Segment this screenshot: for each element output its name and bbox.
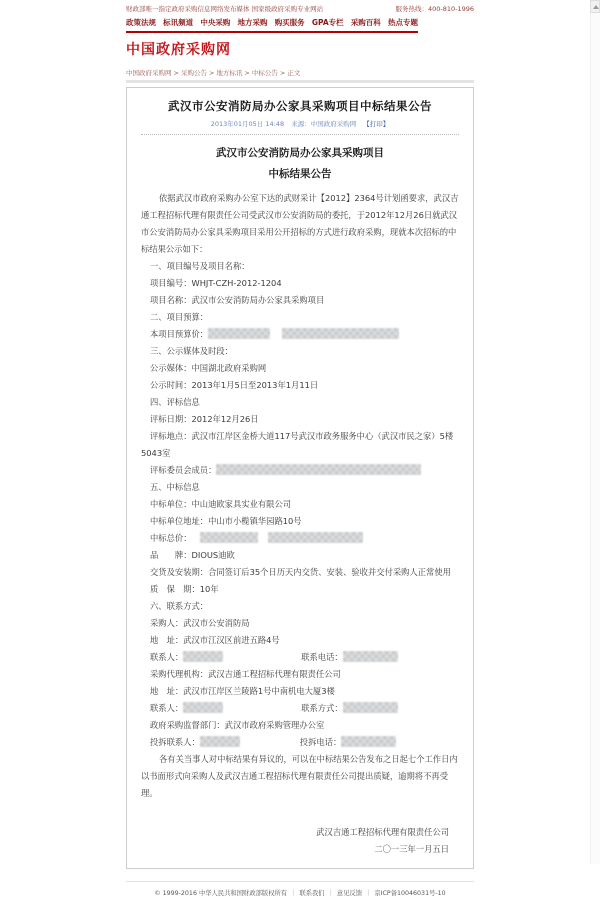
article-source: 来源：中国政府采购网 — [291, 120, 357, 128]
article-line — [141, 428, 459, 462]
article-line — [141, 530, 459, 547]
breadcrumb-item[interactable]: 地方标讯 — [216, 69, 243, 77]
article-line — [141, 496, 459, 513]
line-text: 投拆联系人： — [150, 737, 200, 747]
breadcrumb — [126, 68, 474, 77]
spacer — [240, 744, 300, 745]
article-line — [141, 292, 459, 309]
spacer — [270, 336, 282, 337]
line-text: 三、公示媒体及时段： — [150, 346, 233, 356]
page-footer — [126, 881, 474, 897]
line-text: 项目编号：WHJT-CZH-2012-1204 — [150, 278, 282, 288]
nav-item-hot[interactable]: 热点专题 — [387, 18, 418, 27]
publish-date: 2013年01月05日 14:48 — [210, 120, 285, 128]
breadcrumb-item[interactable]: 采购公告 — [180, 69, 207, 77]
line-text: 公示媒体：中国湖北政府采购网 — [150, 363, 267, 373]
article-line — [141, 394, 459, 411]
line-text: 地 址：武汉市江岸区兰陵路1号中南机电大厦3楼 — [150, 686, 335, 696]
article-line — [141, 564, 459, 581]
line-text: 评标日期：2012年12月26日 — [150, 414, 259, 424]
article-line — [141, 309, 459, 326]
line-text: 各有关当事人对中标结果有异议的，可以在中标结果公告发布之日起七个工作日内以书面形式向采购人及武汉吉通工程招标代理有限责任公司提出质疑，逾期将不再受理。 — [141, 754, 458, 798]
breadcrumb-separator: > — [208, 69, 215, 77]
nav-item-central[interactable]: 中央采购 — [200, 18, 231, 27]
article-line — [141, 751, 459, 802]
line-text: 政府采购监督部门：武汉市政府采购管理办公室 — [150, 720, 325, 730]
article-line — [141, 275, 459, 292]
redacted-text — [343, 702, 398, 713]
service-hotline: 服务热线：400-810-1996 — [395, 5, 474, 13]
scrollbar-track[interactable] — [590, 0, 600, 864]
breadcrumb-separator: > — [279, 69, 286, 77]
line-text: 本项目预算价： — [150, 329, 209, 339]
line-text: 二、项目预算： — [150, 312, 209, 322]
article-line — [141, 581, 459, 598]
nav-item-local[interactable]: 地方采购 — [237, 18, 268, 27]
footer-separator: ｜ — [365, 890, 372, 897]
document-title-line2: 中标结果公告 — [268, 168, 332, 180]
spacer — [192, 540, 200, 541]
article-line — [141, 411, 459, 428]
line-text: 品 牌：DIOUS迪欧 — [150, 550, 235, 560]
article-meta — [141, 119, 459, 135]
line-text: 二〇一三年一月五日 — [374, 844, 449, 854]
line-text: 联系人： — [150, 703, 184, 713]
footer-separator: ｜ — [290, 890, 297, 897]
article-body — [141, 190, 459, 858]
line-text: 联系电话： — [301, 652, 343, 662]
article-line — [141, 479, 459, 496]
article-line — [141, 462, 459, 479]
redacted-text — [183, 651, 223, 662]
redacted-text — [200, 532, 258, 543]
line-text: 评标地点：武汉市江岸区金桥大道117号武汉市政务服务中心（武汉市民之家）5楼5043室 — [141, 431, 454, 458]
article-line — [141, 649, 459, 666]
article-line — [141, 666, 459, 683]
article-line — [141, 598, 459, 615]
page-title: 武汉市公安消防局办公家具采购项目中标结果公告 — [168, 99, 432, 113]
line-text: 四、评标信息 — [150, 397, 200, 407]
line-text: 一、项目编号及项目名称： — [150, 261, 250, 271]
article-line — [141, 326, 459, 343]
nav-item-service[interactable]: 购买服务 — [274, 18, 305, 27]
line-text: 质 保 期：10年 — [150, 584, 219, 594]
redacted-text — [282, 328, 399, 339]
line-text: 评标委员会成员： — [150, 465, 217, 475]
line-text: 公示时间：2013年1月5日至2013年1月11日 — [150, 380, 319, 390]
line-text: 采购代理机构：武汉吉通工程招标代理有限责任公司 — [150, 669, 341, 679]
line-text: 联系方式： — [301, 703, 343, 713]
redacted-text — [183, 702, 223, 713]
page-container — [126, 0, 474, 897]
document-title-line1: 武汉市公安消防局办公家具采购项目 — [216, 147, 384, 159]
footer-separator: ｜ — [327, 890, 334, 897]
article-line — [141, 700, 459, 717]
redacted-text — [343, 651, 398, 662]
redacted-text — [208, 328, 270, 339]
site-slogan: 财政部唯一指定政府采购信息网络发布媒体 国家级政府采购专业网站 — [126, 5, 324, 13]
article-line — [141, 615, 459, 632]
article-line — [141, 734, 459, 751]
line-text: 六、联系方式： — [150, 601, 209, 611]
article-line — [141, 683, 459, 700]
nav-item-policy[interactable]: 政策法规 — [126, 18, 156, 27]
article-line — [141, 360, 459, 377]
line-text: 武汉吉通工程招标代理有限责任公司 — [316, 827, 449, 837]
article-line — [141, 258, 459, 275]
print-button[interactable]: 【打印】 — [363, 120, 390, 128]
scrollbar-up-button[interactable] — [590, 0, 600, 13]
article-line — [141, 513, 459, 530]
site-logo[interactable]: 中国政府采购网 — [126, 42, 231, 58]
copyright-text: © 1999-2016 中华人民共和国财政部版权所有 — [154, 890, 288, 897]
breadcrumb-item: 正文 — [287, 69, 301, 77]
line-text: 投拆电话： — [299, 737, 342, 747]
article-line — [141, 824, 459, 841]
nav-item-wiki[interactable]: 采购百科 — [350, 18, 381, 27]
main-nav — [126, 17, 418, 33]
spacer — [223, 710, 301, 711]
article-line — [141, 343, 459, 360]
line-text: 五、中标信息 — [150, 482, 200, 492]
article-line — [141, 717, 459, 734]
footer-link-feedback[interactable]: 意见反馈 — [336, 890, 363, 897]
line-text: 中标单位：中山迪欧家具实业有限公司 — [150, 499, 292, 509]
line-text: 地 址：武汉市江汉区前进五路4号 — [150, 635, 280, 645]
line-text: 联系人： — [150, 652, 184, 662]
breadcrumb-item[interactable]: 中标公告 — [251, 69, 278, 77]
spacer — [258, 540, 268, 541]
line-text: 交货及安装期：合同签订后35个日历天内交货、安装、验收并交付采购人正常使用 — [150, 567, 451, 577]
breadcrumb-separator: > — [244, 69, 250, 77]
footer-link-contact[interactable]: 联系我们 — [299, 890, 325, 897]
footer-icp-link[interactable]: 京ICP备10046031号-10 — [374, 890, 446, 897]
spacer — [223, 659, 301, 660]
top-utility-bar — [126, 0, 474, 13]
document-title — [141, 143, 459, 185]
redacted-text — [216, 464, 421, 475]
line-text: 中标单位地址：中山市小榄镇华园路10号 — [150, 516, 302, 526]
line-text: 项目名称：武汉市公安消防局办公家具采购项目 — [150, 295, 325, 305]
article-line — [141, 632, 459, 649]
header-divider — [126, 80, 474, 83]
nav-item-gpa[interactable]: GPA专栏 — [311, 18, 344, 27]
redacted-text — [268, 532, 363, 543]
redacted-text — [341, 736, 396, 747]
line-text: 依据武汉市政府采购办公室下达的武财采计【2012】2364号计划函要求，武汉吉通工程招标代理有限责任公司受武汉市公安消防局的委托，于2012年12月26日就武汉市公安消防局办公家具采购项目采用公开招标的方式进行政府采购，现就本次招标的中标结果公示如下： — [141, 193, 459, 254]
announcement-box — [126, 87, 474, 869]
breadcrumb-item[interactable]: 中国政府采购网 — [126, 69, 172, 77]
line-text: 采购人：武汉市公安消防局 — [150, 618, 250, 628]
nav-item-news[interactable]: 标讯频道 — [163, 18, 194, 27]
article-line — [141, 547, 459, 564]
article-line — [141, 841, 459, 858]
article-line — [141, 190, 459, 258]
line-text: 中标总价： — [150, 533, 192, 543]
breadcrumb-separator: > — [173, 69, 179, 77]
redacted-text — [200, 736, 240, 747]
article-line — [141, 377, 459, 394]
